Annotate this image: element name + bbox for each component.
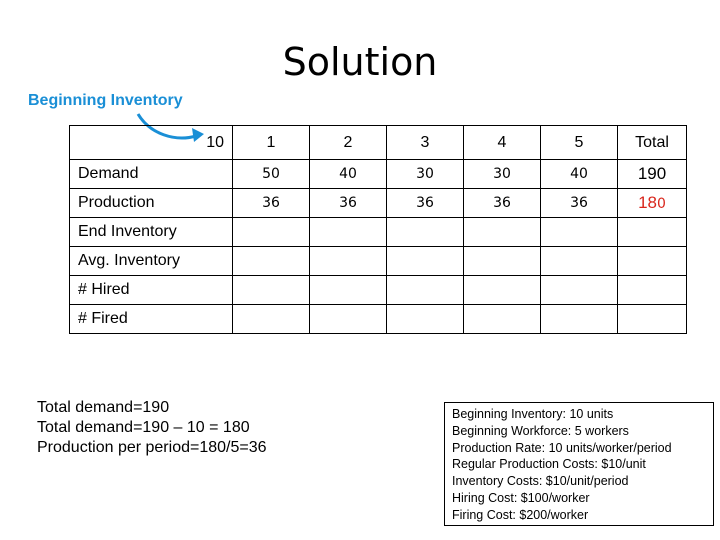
row-label: End Inventory bbox=[70, 218, 233, 247]
total-cell bbox=[618, 247, 687, 276]
param-line: Inventory Costs: $10/unit/period bbox=[452, 474, 629, 489]
table-cell bbox=[233, 218, 310, 247]
table-cell: 40 bbox=[541, 160, 618, 189]
header-cell-beginning: 10 bbox=[70, 126, 233, 160]
table-header-row bbox=[70, 126, 687, 160]
table-cell bbox=[387, 305, 464, 334]
slide-title: Solution bbox=[282, 40, 438, 84]
table-cell: 36 bbox=[464, 189, 541, 218]
row-label: # Hired bbox=[70, 276, 233, 305]
table-cell bbox=[310, 247, 387, 276]
table-cell bbox=[464, 305, 541, 334]
header-cell-period: 1 bbox=[233, 126, 310, 160]
total-digits-red: 18 bbox=[638, 193, 657, 212]
table-cell bbox=[387, 276, 464, 305]
row-label: Demand bbox=[70, 160, 233, 189]
table-row-demand bbox=[70, 160, 687, 189]
aggregate-plan-table bbox=[69, 125, 687, 334]
table-cell: 50 bbox=[233, 160, 310, 189]
calculation-notes bbox=[37, 398, 267, 458]
table-cell: 36 bbox=[387, 189, 464, 218]
param-line: Hiring Cost: $100/worker bbox=[452, 490, 590, 505]
beginning-inventory-label: Beginning Inventory bbox=[28, 92, 183, 109]
table-cell bbox=[387, 247, 464, 276]
calc-line: Total demand=190 – 10 = 180 bbox=[37, 419, 250, 436]
table-cell bbox=[541, 247, 618, 276]
total-cell bbox=[618, 305, 687, 334]
row-label: # Fired bbox=[70, 305, 233, 334]
header-cell-period: 5 bbox=[541, 126, 618, 160]
table-cell bbox=[541, 305, 618, 334]
header-cell-period: 4 bbox=[464, 126, 541, 160]
param-line: Regular Production Costs: $10/unit bbox=[452, 457, 646, 472]
table-row-avg-inventory bbox=[70, 247, 687, 276]
total-cell: 190 bbox=[618, 160, 687, 189]
table-row-production bbox=[70, 189, 687, 218]
table-cell bbox=[310, 276, 387, 305]
total-cell bbox=[618, 276, 687, 305]
param-line: Beginning Inventory: 10 units bbox=[452, 407, 614, 421]
calc-line: Total demand=190 bbox=[37, 399, 170, 416]
table-cell: 30 bbox=[464, 160, 541, 189]
table-cell bbox=[464, 247, 541, 276]
table-cell bbox=[233, 247, 310, 276]
total-cell bbox=[618, 218, 687, 247]
calc-line: Production per period=180/5=36 bbox=[37, 439, 267, 456]
header-cell-period: 3 bbox=[387, 126, 464, 160]
table-cell bbox=[233, 305, 310, 334]
table-cell bbox=[464, 276, 541, 305]
total-cell bbox=[618, 189, 687, 218]
table-cell: 36 bbox=[233, 189, 310, 218]
param-line: Beginning Workforce: 5 workers bbox=[452, 423, 629, 438]
table-cell bbox=[464, 218, 541, 247]
param-line: Firing Cost: $200/worker bbox=[452, 507, 589, 522]
table-cell: 36 bbox=[541, 189, 618, 218]
table-cell bbox=[387, 218, 464, 247]
table-cell bbox=[310, 218, 387, 247]
table-cell bbox=[310, 305, 387, 334]
table-cell bbox=[541, 276, 618, 305]
table-cell bbox=[541, 218, 618, 247]
table-cell: 40 bbox=[310, 160, 387, 189]
total-digit-red: 0 bbox=[657, 196, 666, 212]
table-row-fired bbox=[70, 305, 687, 334]
header-cell-period: 2 bbox=[310, 126, 387, 160]
table-row-hired bbox=[70, 276, 687, 305]
table-row-end-inventory bbox=[70, 218, 687, 247]
table-cell bbox=[233, 276, 310, 305]
parameters-box bbox=[444, 402, 714, 526]
row-label: Production bbox=[70, 189, 233, 218]
row-label: Avg. Inventory bbox=[70, 247, 233, 276]
param-line: Production Rate: 10 units/worker/period bbox=[452, 440, 672, 455]
header-cell-total: Total bbox=[618, 126, 687, 160]
table-cell: 30 bbox=[387, 160, 464, 189]
table-cell: 36 bbox=[310, 189, 387, 218]
